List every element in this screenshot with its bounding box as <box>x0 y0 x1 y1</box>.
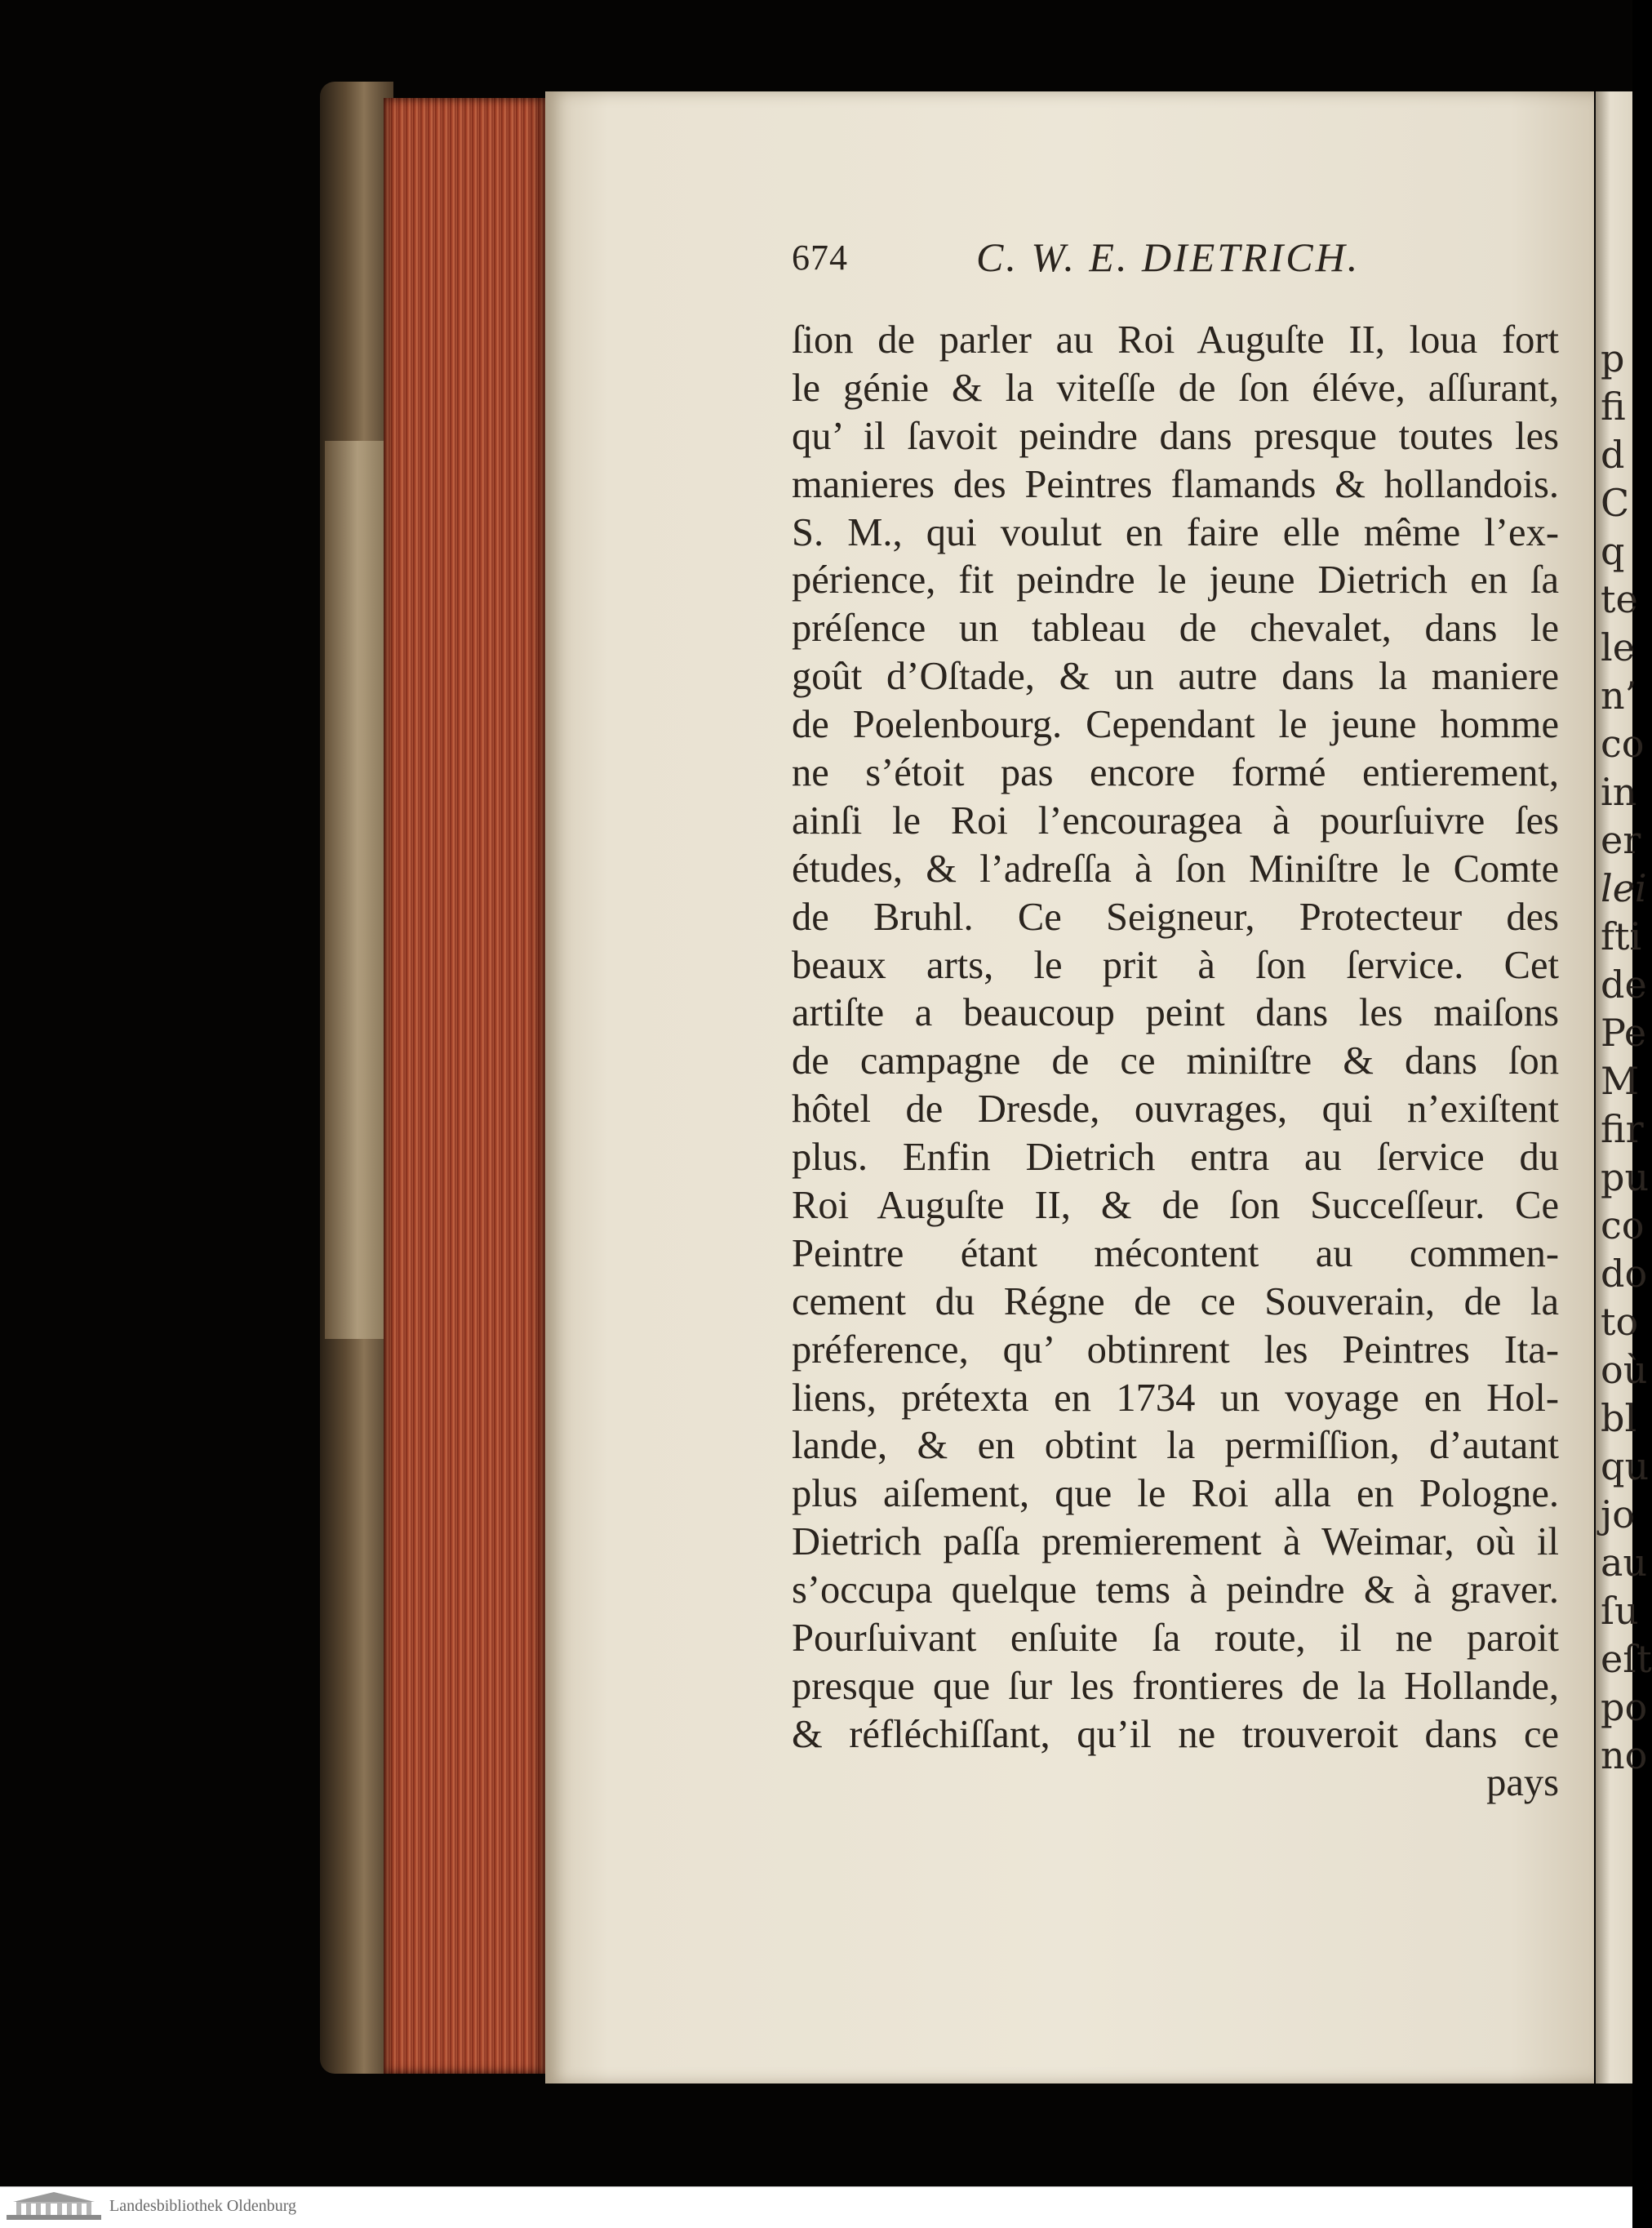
text-line: lande, & en obtint la permiſſion, d’autant <box>792 1424 1559 1468</box>
facing-fragment: fir <box>1601 1107 1644 1151</box>
facing-fragment: po <box>1601 1685 1648 1729</box>
facing-fragment: qu <box>1601 1444 1650 1488</box>
text-line: préference, qu’ obtinrent les Peintres Ita- <box>792 1327 1559 1372</box>
facing-fragment: Pe <box>1601 1011 1647 1055</box>
library-building-icon <box>5 2190 103 2223</box>
facing-fragment: où <box>1601 1348 1648 1392</box>
catchword: pays <box>1486 1760 1559 1804</box>
facing-fragment: fti <box>1601 914 1642 958</box>
text-line: & réfléchiſſant, qu’il ne trouveroit dans ce <box>792 1712 1559 1756</box>
facing-fragment: eſt <box>1601 1637 1652 1681</box>
facing-fragment: do <box>1601 1252 1648 1296</box>
text-line: de campagne de ce miniſtre & dans ſon <box>792 1039 1559 1083</box>
text-line: Pourſuivant enſuite ſa route, il ne paroit <box>792 1617 1559 1661</box>
text-line: artiſte a beaucoup peint dans les maiſons <box>792 991 1559 1035</box>
facing-fragment: to <box>1601 1300 1639 1344</box>
facing-fragment: p <box>1601 336 1625 380</box>
text-line: plus aiſement, que le Roi alla en Pologne. <box>792 1472 1559 1516</box>
facing-page-sliver <box>1596 91 1652 2083</box>
text-line: de Bruhl. Ce Seigneur, Protecteur des <box>792 895 1559 939</box>
facing-fragment: co <box>1601 722 1645 766</box>
text-line: hôtel de Dresde, ouvrages, qui n’exiſtent <box>792 1087 1559 1132</box>
text-line: manieres des Peintres flamands & hollandois. <box>792 462 1559 506</box>
spine-label-area <box>325 441 390 1339</box>
facing-fragment: d <box>1601 433 1625 477</box>
facing-fragment: pu <box>1601 1155 1650 1199</box>
facing-fragment: ſu <box>1601 1589 1639 1633</box>
facing-fragment: jo <box>1601 1492 1635 1536</box>
text-line: S. M., qui voulut en faire elle même l’ex- <box>792 510 1559 554</box>
facing-fragment: n’ <box>1601 674 1637 718</box>
text-line: presque que ſur les frontieres de la Hollande, <box>792 1664 1559 1708</box>
text-line: études, & l’adreſſa à ſon Miniſtre le Comte <box>792 847 1559 891</box>
library-name: Landesbibliothek Oldenburg <box>109 2197 297 2215</box>
facing-fragment: in <box>1601 770 1637 814</box>
facing-fragment: er <box>1601 818 1641 862</box>
text-line: liens, prétexta en 1734 un voyage en Hol- <box>792 1376 1559 1420</box>
facing-fragment: au <box>1601 1541 1648 1585</box>
text-line: le génie & la viteſſe de ſon éléve, aſſurant, <box>792 366 1559 410</box>
text-line: périence, fit peindre le jeune Dietrich en ſa <box>792 558 1559 603</box>
text-line: ſion de parler au Roi Auguſte II, loua fort <box>792 318 1559 362</box>
text-line: ne s’étoit pas encore formé entierement, <box>792 751 1559 795</box>
text-line: Roi Auguſte II, & de ſon Succeſſeur. Ce <box>792 1184 1559 1228</box>
facing-fragment: no <box>1601 1733 1648 1777</box>
running-head-title: C. W. E. DIETRICH. <box>976 234 1361 280</box>
text-line: cement du Régne de ce Souverain, de la <box>792 1279 1559 1323</box>
facing-fragment: co <box>1601 1203 1645 1247</box>
facing-fragment: le <box>1601 625 1635 669</box>
page-fore-edge <box>384 98 547 2074</box>
facing-fragment: M <box>1601 1059 1640 1103</box>
facing-fragment: q <box>1601 529 1625 573</box>
facing-fragment: de <box>1601 963 1647 1007</box>
text-line: s’occupa quelque tems à peindre & à graver. <box>792 1568 1559 1612</box>
facing-fragment: fi <box>1601 385 1626 429</box>
facing-fragment: te <box>1601 577 1638 621</box>
page-number: 674 <box>792 238 848 278</box>
body-text <box>792 317 1559 1808</box>
facing-fragment: bl <box>1601 1396 1637 1440</box>
text-line: ainſi le Roi l’encouragea à pourſuivre ſes <box>792 798 1559 843</box>
text-line: préſence un tableau de chevalet, dans le <box>792 607 1559 651</box>
library-footer <box>0 2186 1632 2228</box>
text-line: Dietrich paſſa premierement à Weimar, où il <box>792 1520 1559 1564</box>
text-line: de Poelenbourg. Cependant le jeune homme <box>792 703 1559 747</box>
facing-fragment: C <box>1601 481 1630 525</box>
text-line: plus. Enfin Dietrich entra au ſervice du <box>792 1136 1559 1180</box>
text-line: Peintre étant mécontent au commen- <box>792 1231 1559 1275</box>
text-line: goût d’Oſtade, & un autre dans la maniere <box>792 655 1559 699</box>
text-line: beaux arts, le prit à ſon ſervice. Cet <box>792 943 1559 987</box>
facing-fragment: lei <box>1601 866 1647 910</box>
running-head <box>792 234 1608 286</box>
text-line: qu’ il ſavoit peindre dans presque toutes les <box>792 414 1559 458</box>
